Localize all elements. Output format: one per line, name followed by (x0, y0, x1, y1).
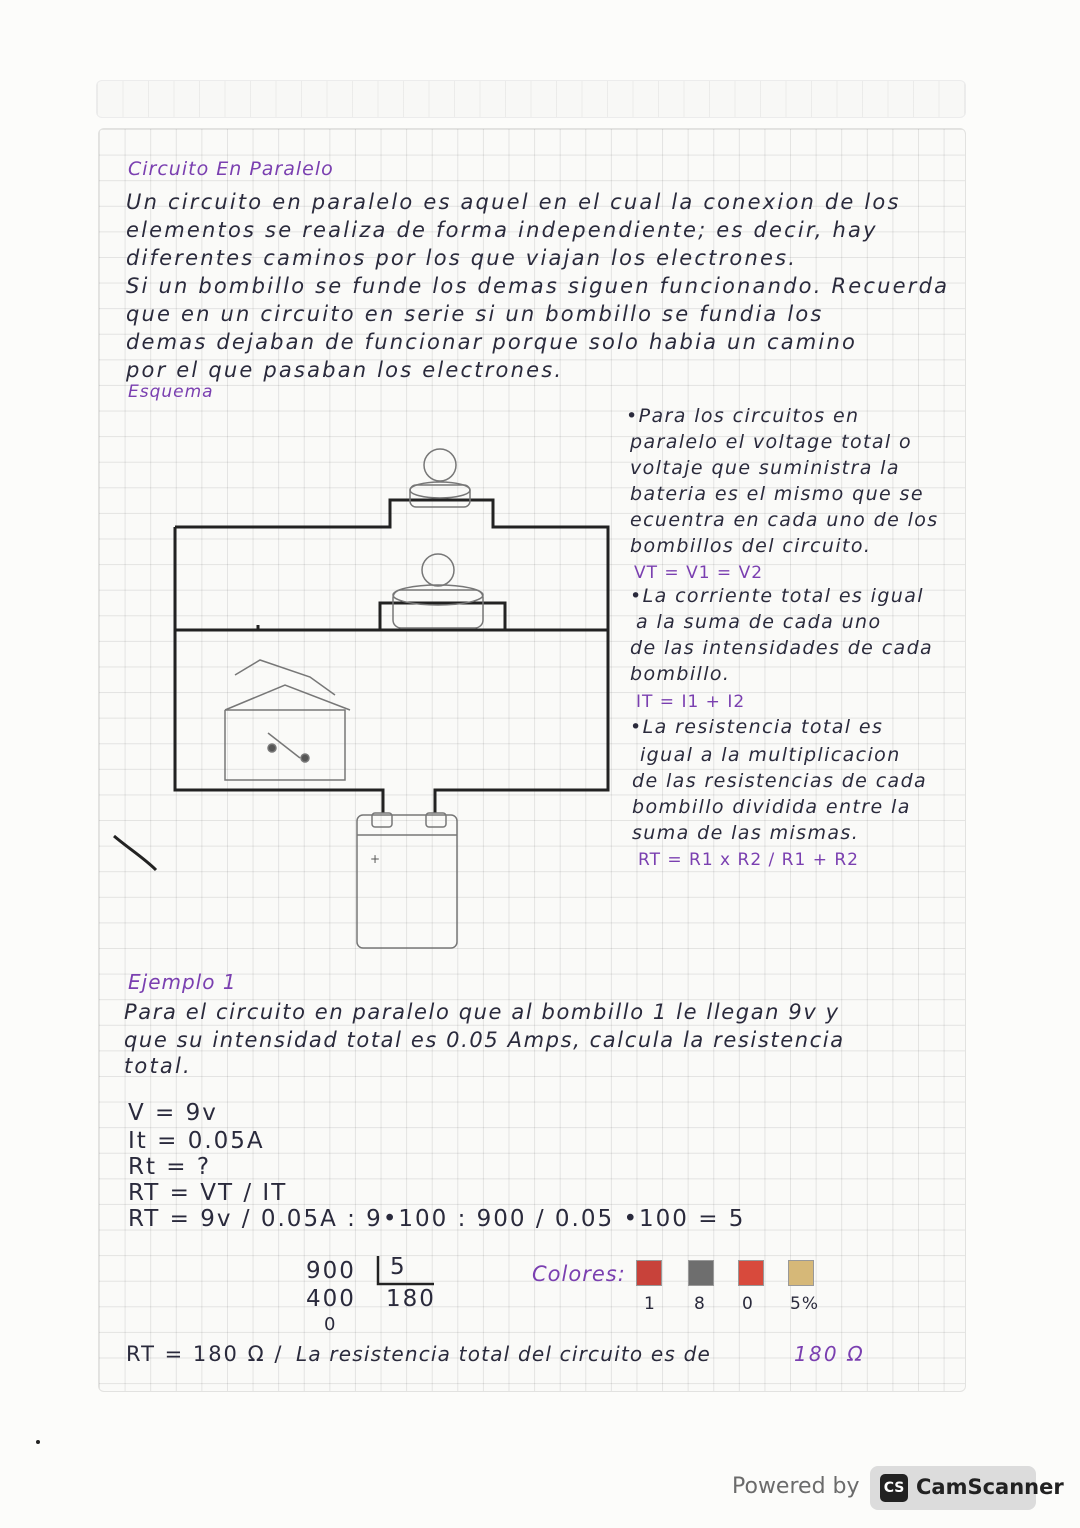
note-line: de las resistencias de cada (632, 770, 928, 792)
stray-dot (36, 1440, 40, 1444)
note-line: •La resistencia total es (630, 716, 884, 738)
color-band-swatch (688, 1260, 714, 1286)
note-formula: RT = R1 x R2 / R1 + R2 (638, 850, 859, 870)
note-line: paralelo el voltage total o (630, 431, 913, 453)
intro-line: diferentes caminos por los que viajan los electrones. (126, 246, 798, 270)
header-strip (96, 80, 966, 118)
svg-text:+: + (370, 852, 381, 866)
result-text: La resistencia total del circuito es de (296, 1342, 711, 1366)
intro-line: Si un bombillo se funde los demas siguen funcionando. Recuerda (126, 274, 950, 298)
calc-line: Rt = ? (128, 1154, 212, 1180)
calc-line: V = 9v (128, 1100, 218, 1126)
intro-line: por el que pasaban los electrones. (126, 358, 564, 382)
color-band-label: 8 (694, 1294, 706, 1314)
calc-line: RT = VT / IT (128, 1180, 288, 1206)
color-band-swatch (738, 1260, 764, 1286)
note-line: bombillo dividida entre la (632, 796, 911, 818)
example-line: Para el circuito en paralelo que al bombillo 1 le llegan 9v y (124, 1000, 840, 1024)
note-formula: VT = V1 = V2 (634, 563, 764, 583)
note-line: •La corriente total es igual (630, 585, 924, 607)
color-band-label: 5% (790, 1294, 819, 1314)
color-band-label: 0 (742, 1294, 754, 1314)
note-line: a la suma de cada uno (636, 611, 882, 633)
note-formula: IT = I1 + I2 (636, 692, 746, 712)
color-band-swatch (788, 1260, 814, 1286)
result-value: 180 Ω (794, 1342, 865, 1366)
division-quotient: 180 (386, 1286, 436, 1312)
intro-line: que en un circuito en serie si un bombillo se fundia los (126, 302, 824, 326)
camscanner-logo (870, 1466, 1064, 1510)
note-line: bombillo. (630, 663, 731, 685)
division-last: 0 (324, 1314, 338, 1335)
division-remainder: 400 (306, 1286, 356, 1312)
note-line: bateria es el mismo que se (630, 483, 924, 505)
pen-stroke (112, 832, 162, 874)
note-line: de las intensidades de cada (630, 637, 934, 659)
schema-label: Esquema (128, 382, 214, 402)
note-line: bombillos del circuito. (630, 535, 872, 557)
result-prefix: RT = 180 Ω / (126, 1342, 284, 1366)
color-band-label: 1 (644, 1294, 656, 1314)
example-title: Ejemplo 1 (128, 970, 237, 994)
powered-by-text: Powered by (732, 1474, 860, 1499)
intro-line: demas dejaban de funcionar porque solo habia un camino (126, 330, 858, 354)
camscanner-name: CamScanner (916, 1475, 1064, 1499)
note-line: igual a la multiplicacion (640, 744, 901, 766)
note-line: voltaje que suministra la (630, 457, 900, 479)
example-line: total. (124, 1054, 192, 1078)
color-band-swatch (636, 1260, 662, 1286)
parallel-circuit-drawing (110, 415, 620, 955)
camscanner-icon: CS (880, 1474, 908, 1502)
note-line: •Para los circuitos en (626, 405, 860, 427)
example-line: que su intensidad total es 0.05 Amps, calcula la resistencia (124, 1028, 845, 1052)
division-dividend: 900 (306, 1258, 356, 1284)
calc-line: RT = 9v / 0.05A : 9•100 : 900 / 0.05 •100 = 5 (128, 1206, 746, 1232)
note-line: suma de las mismas. (632, 822, 860, 844)
colors-label: Colores: (532, 1262, 626, 1286)
page-title: Circuito En Paralelo (128, 158, 334, 180)
calc-line: It = 0.05A (128, 1128, 265, 1154)
note-line: ecuentra en cada uno de los (630, 509, 939, 531)
intro-line: Un circuito en paralelo es aquel en el cual la conexion de los (126, 190, 901, 214)
intro-line: elementos se realiza de forma independiente; es decir, hay (126, 218, 878, 242)
division-divisor: 5 (390, 1254, 407, 1280)
